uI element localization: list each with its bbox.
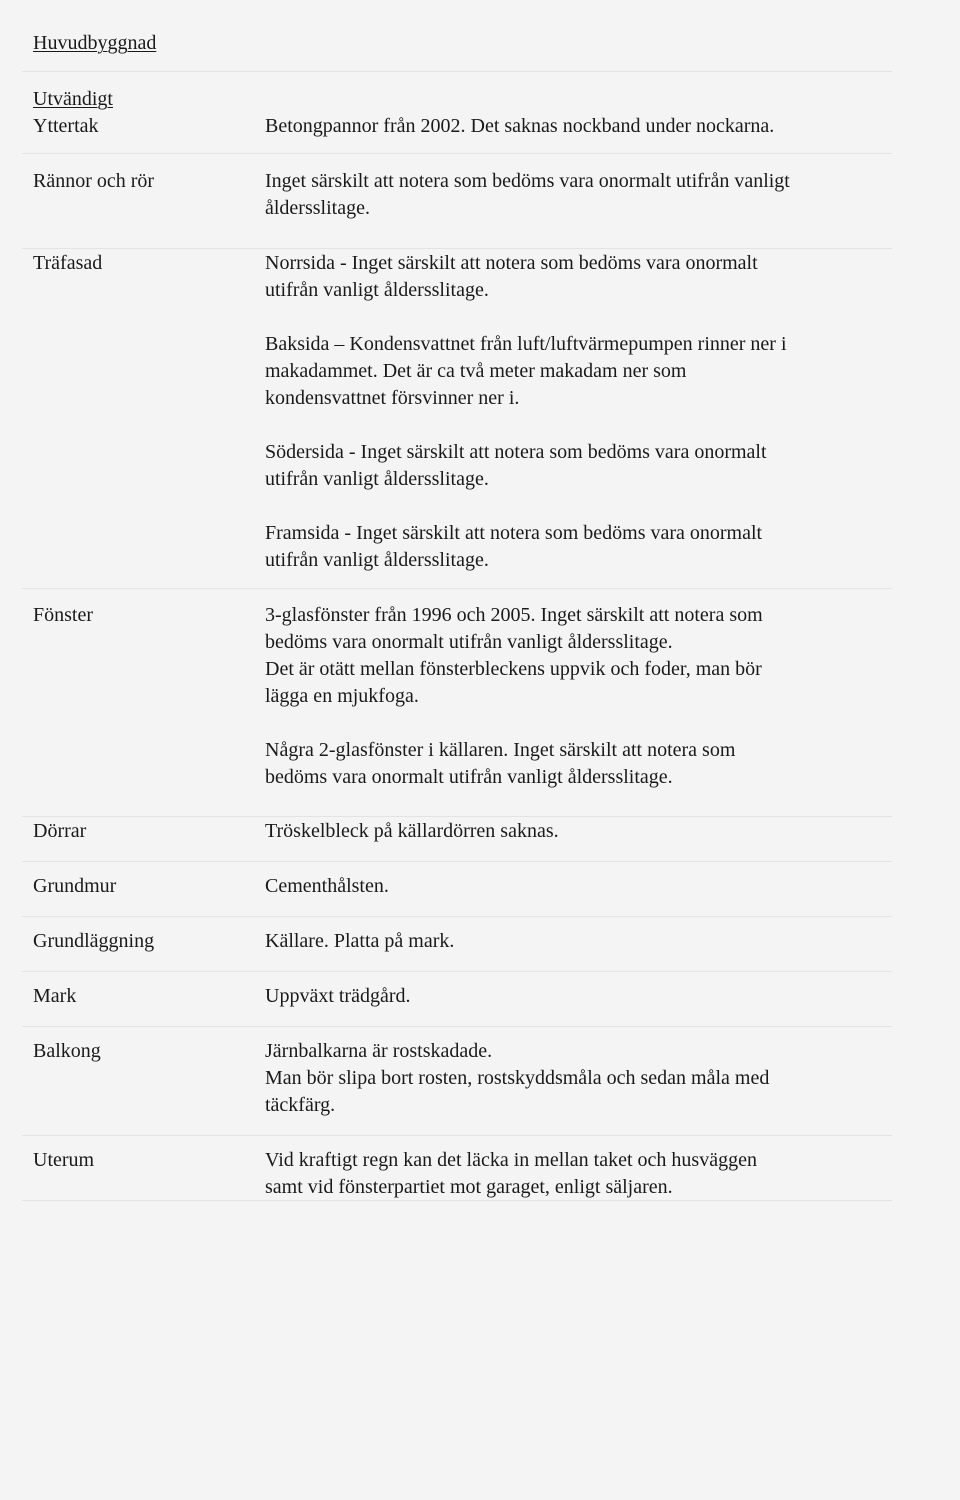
- description-paragraph: [265, 873, 890, 900]
- description-line: Cementhålsten.: [265, 875, 389, 897]
- row-label: Grundläggning: [33, 930, 155, 952]
- divider: [22, 916, 892, 917]
- row-description: [265, 602, 890, 791]
- description-paragraph: [265, 737, 890, 791]
- description-line: bedöms vara onormalt utifrån vanligt åldersslitage.: [265, 766, 673, 788]
- divider: [22, 1200, 892, 1201]
- description-line: Det är otätt mellan fönsterbleckens uppvik och foder, man bör: [265, 658, 762, 680]
- description-paragraph: [265, 439, 890, 493]
- description-paragraph: [265, 250, 890, 304]
- description-line: Källare. Platta på mark.: [265, 930, 455, 952]
- description-paragraph: [265, 818, 890, 845]
- description-paragraph: [265, 113, 890, 140]
- row-description: [265, 113, 890, 140]
- divider: [22, 971, 892, 972]
- description-line: bedöms vara onormalt utifrån vanligt åldersslitage.: [265, 631, 673, 653]
- description-line: kondensvattnet försvinner ner i.: [265, 387, 520, 409]
- description-line: Järnbalkarna är rostskadade.: [265, 1040, 493, 1062]
- row-description: [265, 818, 890, 845]
- row-label: Rännor och rör: [33, 170, 155, 192]
- description-line: Inget särskilt att notera som bedöms vara onormalt utifrån vanligt: [265, 170, 790, 192]
- divider: [22, 153, 892, 154]
- description-line: Uppväxt trädgård.: [265, 985, 411, 1007]
- description-line: samt vid fönsterpartiet mot garaget, enligt säljaren.: [265, 1176, 673, 1198]
- section-heading: Utvändigt: [33, 88, 113, 110]
- description-paragraph: [265, 1038, 890, 1119]
- row-label: Uterum: [33, 1149, 95, 1171]
- description-line: åldersslitage.: [265, 197, 370, 219]
- description-paragraph: [265, 331, 890, 412]
- row-description: [265, 1147, 890, 1201]
- row-description: [265, 928, 890, 955]
- divider: [22, 588, 892, 589]
- description-line: Man bör slipa bort rosten, rostskyddsmåla och sedan måla med: [265, 1067, 770, 1089]
- description-line: täckfärg.: [265, 1094, 336, 1116]
- description-line: utifrån vanligt åldersslitage.: [265, 279, 489, 301]
- description-line: Norrsida - Inget särskilt att notera som bedöms vara onormalt: [265, 252, 758, 274]
- description-line: Vid kraftigt regn kan det läcka in mellan taket och husväggen: [265, 1149, 757, 1171]
- row-description: [265, 873, 890, 900]
- row-label: Mark: [33, 985, 77, 1007]
- description-line: lägga en mjukfoga.: [265, 685, 419, 707]
- description-line: Baksida – Kondensvattnet från luft/luftvärmepumpen rinner ner i: [265, 333, 787, 355]
- description-paragraph: [265, 1147, 890, 1201]
- divider: [22, 861, 892, 862]
- row-label: Grundmur: [33, 875, 117, 897]
- divider: [22, 71, 892, 72]
- description-line: Södersida - Inget särskilt att notera som bedöms vara onormalt: [265, 441, 767, 463]
- description-line: Några 2-glasfönster i källaren. Inget särskilt att notera som: [265, 739, 736, 761]
- row-label: Yttertak: [33, 115, 99, 137]
- description-paragraph: [265, 602, 890, 710]
- description-line: makadammet. Det är ca två meter makadam ner som: [265, 360, 687, 382]
- description-line: 3-glasfönster från 1996 och 2005. Inget särskilt att notera som: [265, 604, 763, 626]
- row-label: Dörrar: [33, 820, 87, 842]
- description-paragraph: [265, 928, 890, 955]
- row-description: [265, 168, 890, 222]
- row-description: [265, 983, 890, 1010]
- row-description: [265, 1038, 890, 1119]
- row-label: Fönster: [33, 604, 93, 626]
- description-paragraph: [265, 983, 890, 1010]
- description-line: utifrån vanligt åldersslitage.: [265, 549, 489, 571]
- document-title: Huvudbyggnad: [33, 32, 157, 54]
- description-line: Framsida - Inget särskilt att notera som bedöms vara onormalt: [265, 522, 763, 544]
- divider: [22, 816, 892, 817]
- row-label: Balkong: [33, 1040, 101, 1062]
- divider: [22, 248, 892, 249]
- divider: [22, 1135, 892, 1136]
- description-line: Tröskelbleck på källardörren saknas.: [265, 820, 559, 842]
- description-line: utifrån vanligt åldersslitage.: [265, 468, 489, 490]
- description-paragraph: [265, 168, 890, 222]
- row-description: [265, 250, 890, 574]
- divider: [22, 1026, 892, 1027]
- description-line: Betongpannor från 2002. Det saknas nockband under nockarna.: [265, 115, 775, 137]
- row-label: Träfasad: [33, 252, 103, 274]
- description-paragraph: [265, 520, 890, 574]
